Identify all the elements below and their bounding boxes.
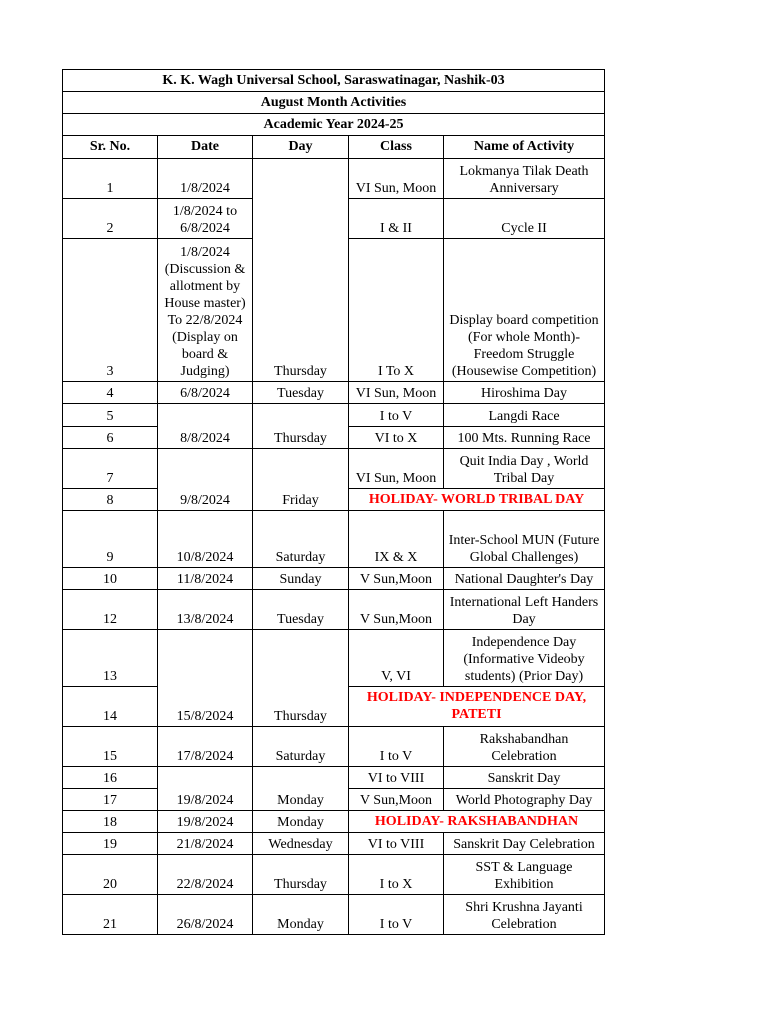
date-cell: 22/8/2024 [158,855,253,895]
col-activity: Name of Activity [444,136,605,159]
table-row [63,511,605,568]
sr-no: 17 [63,789,158,811]
day-cell: Monday [253,767,349,811]
sr-no: 9 [63,511,158,568]
activity-cell: Shri Krushna Jayanti Celebration [444,895,605,935]
class-cell: V, VI [349,630,444,687]
sr-no: 8 [63,489,158,511]
sr-no: 3 [63,239,158,382]
class-cell: I to V [349,727,444,767]
sr-no: 1 [63,159,158,199]
activity-cell: Inter-School MUN (Future Global Challenges) [444,511,605,568]
sr-no: 19 [63,833,158,855]
day-cell: Tuesday [253,382,349,404]
sr-no: 21 [63,895,158,935]
date-cell: 9/8/2024 [158,449,253,511]
date-cell: 17/8/2024 [158,727,253,767]
school-title: K. K. Wagh Universal School, Saraswatinagar, Nashik-03 [63,70,605,92]
date-cell: 11/8/2024 [158,568,253,590]
class-cell: IX & X [349,511,444,568]
date-cell: 6/8/2024 [158,382,253,404]
table-row [63,630,605,687]
day-cell: Saturday [253,511,349,568]
holiday-label: HOLIDAY- INDEPENDENCE DAY, PATETI [349,687,605,727]
activity-cell: World Photography Day [444,789,605,811]
table-row [63,159,605,199]
day-cell: Saturday [253,727,349,767]
activity-cell: Hiroshima Day [444,382,605,404]
table-row [63,767,605,789]
date-cell: 19/8/2024 [158,811,253,833]
table-row [63,449,605,489]
sr-no: 6 [63,427,158,449]
date-cell: 1/8/2024 to 6/8/2024 [158,199,253,239]
sr-no: 20 [63,855,158,895]
col-day: Day [253,136,349,159]
class-cell: I to V [349,404,444,427]
sr-no: 14 [63,687,158,727]
table-row [63,382,605,404]
activity-cell: 100 Mts. Running Race [444,427,605,449]
day-cell: Sunday [253,568,349,590]
sr-no: 2 [63,199,158,239]
class-cell: V Sun,Moon [349,568,444,590]
sr-no: 4 [63,382,158,404]
sr-no: 13 [63,630,158,687]
sr-no: 12 [63,590,158,630]
class-cell: VI to VIII [349,767,444,789]
sr-no: 16 [63,767,158,789]
sr-no: 18 [63,811,158,833]
table-row [63,727,605,767]
activity-cell: Sanskrit Day Celebration [444,833,605,855]
column-header-row [63,136,605,159]
activity-cell: Display board competition (For whole Month)- Freedom Struggle (Housewise Competition) [444,239,605,382]
table-row [63,833,605,855]
class-cell: VI to X [349,427,444,449]
sr-no: 10 [63,568,158,590]
day-cell: Thursday [253,630,349,727]
holiday-label: HOLIDAY- RAKSHABANDHAN [349,811,605,833]
col-date: Date [158,136,253,159]
activity-cell: Lokmanya Tilak Death Anniversary [444,159,605,199]
table-row [63,811,605,833]
activity-cell: Langdi Race [444,404,605,427]
date-cell: 1/8/2024 (Discussion & allotment by House master) To 22/8/2024 (Display on board & Judging) [158,239,253,382]
day-cell: Monday [253,811,349,833]
day-cell: Thursday [253,404,349,449]
class-cell: V Sun,Moon [349,789,444,811]
class-cell: VI Sun, Moon [349,382,444,404]
class-cell: VI Sun, Moon [349,449,444,489]
table-row [63,568,605,590]
col-class: Class [349,136,444,159]
date-cell: 15/8/2024 [158,630,253,727]
activities-table [62,69,605,935]
table-row [63,895,605,935]
date-cell: 1/8/2024 [158,159,253,199]
date-cell: 13/8/2024 [158,590,253,630]
date-cell: 21/8/2024 [158,833,253,855]
day-cell: Tuesday [253,590,349,630]
date-cell: 8/8/2024 [158,404,253,449]
activity-cell: National Daughter's Day [444,568,605,590]
class-cell: V Sun,Moon [349,590,444,630]
class-cell: VI Sun, Moon [349,159,444,199]
academic-year: Academic Year 2024-25 [63,114,605,136]
sr-no: 7 [63,449,158,489]
day-cell: Thursday [253,855,349,895]
day-cell: Thursday [253,159,349,382]
table-row [63,590,605,630]
table-row [63,855,605,895]
month-title: August Month Activities [63,92,605,114]
activity-cell: Independence Day (Informative Videoby students) (Prior Day) [444,630,605,687]
activity-cell: Cycle II [444,199,605,239]
class-cell: VI to VIII [349,833,444,855]
date-cell: 10/8/2024 [158,511,253,568]
day-cell: Monday [253,895,349,935]
class-cell: I to X [349,855,444,895]
class-cell: I to V [349,895,444,935]
sr-no: 5 [63,404,158,427]
col-sr-no: Sr. No. [63,136,158,159]
table-row [63,404,605,427]
activity-cell: Rakshabandhan Celebration [444,727,605,767]
date-cell: 19/8/2024 [158,767,253,811]
class-cell: I To X [349,239,444,382]
activity-cell: Quit India Day , World Tribal Day [444,449,605,489]
activity-cell: Sanskrit Day [444,767,605,789]
date-cell: 26/8/2024 [158,895,253,935]
day-cell: Friday [253,449,349,511]
activity-cell: International Left Handers Day [444,590,605,630]
class-cell: I & II [349,199,444,239]
sr-no: 15 [63,727,158,767]
activity-cell: SST & Language Exhibition [444,855,605,895]
day-cell: Wednesday [253,833,349,855]
holiday-label: HOLIDAY- WORLD TRIBAL DAY [349,489,605,511]
